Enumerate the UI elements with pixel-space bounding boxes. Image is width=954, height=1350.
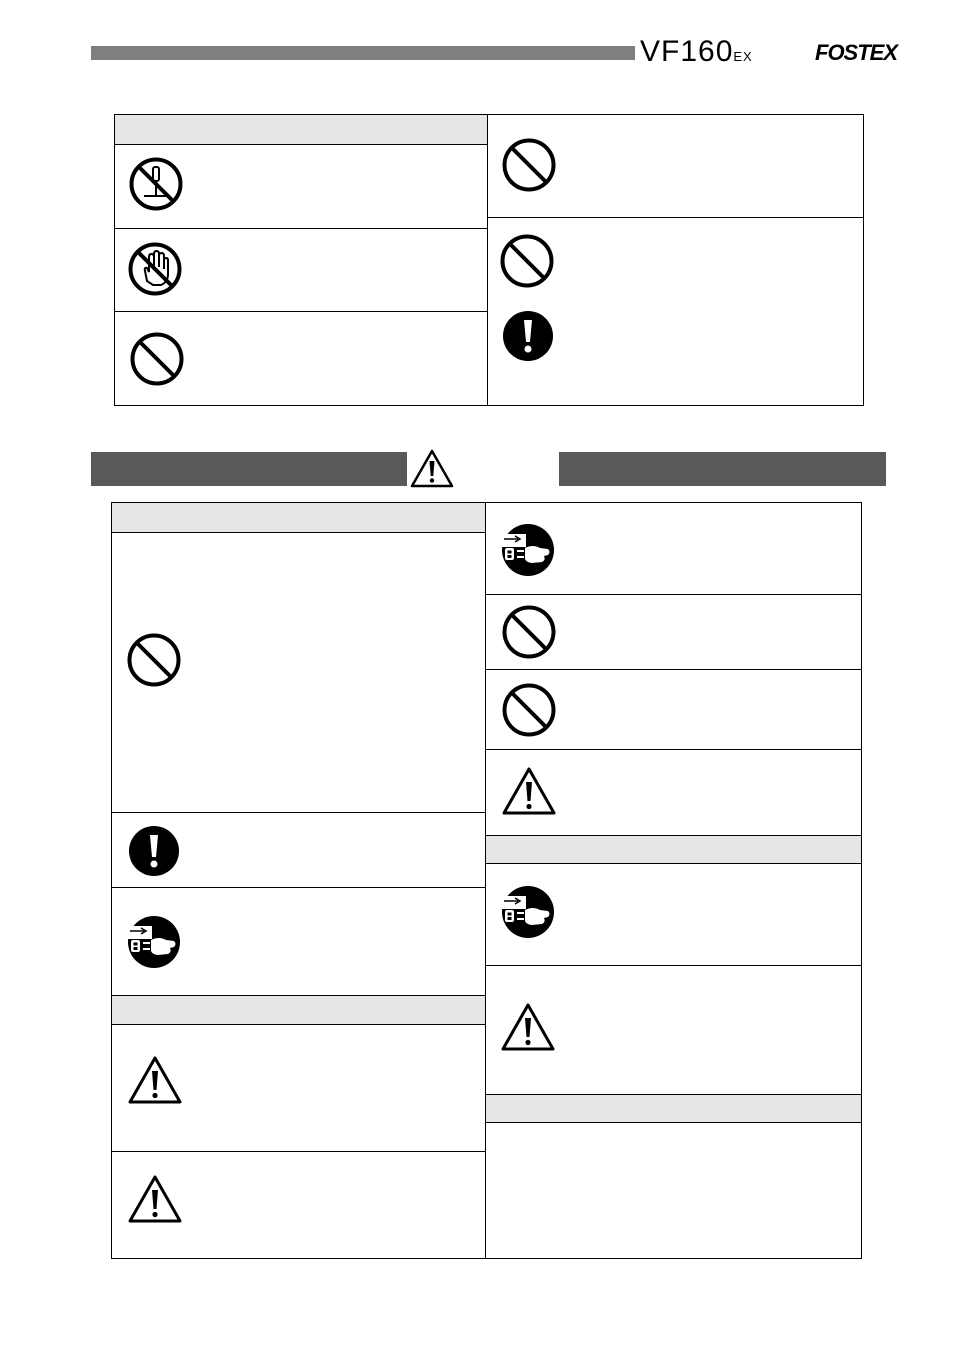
caution-triangle-icon [500, 1001, 556, 1053]
unplug-power-icon [126, 914, 182, 970]
prohibit-circle-icon [501, 604, 557, 660]
row-divider [487, 217, 864, 218]
warning-table-top [114, 114, 864, 406]
prohibit-circle-icon [501, 682, 557, 738]
unplug-power-icon [500, 522, 556, 578]
caution-triangle-icon [127, 1173, 183, 1225]
caution-triangle-icon [409, 447, 455, 489]
prohibit-circle-icon [501, 137, 557, 193]
header-bar [91, 46, 635, 60]
row-divider [111, 887, 486, 888]
table-top-header-row [115, 115, 487, 145]
table-top-divider [487, 114, 488, 406]
no-disassemble-icon [128, 156, 184, 212]
row-divider [111, 1151, 486, 1152]
caution-triangle-icon [127, 1054, 183, 1106]
row-divider [111, 812, 486, 813]
section-band-left [91, 452, 407, 486]
section-band-right [559, 452, 886, 486]
table-divider [485, 502, 486, 1259]
row-divider [485, 669, 862, 670]
exclamation-circle-icon [502, 310, 554, 362]
row-divider [485, 749, 862, 750]
caution-triangle-icon [501, 765, 557, 817]
model-suffix: EX [733, 49, 753, 64]
row-divider [114, 311, 488, 312]
model-logo [640, 36, 753, 73]
brand-logo: FOSTEX [815, 40, 898, 65]
no-touch-icon [127, 241, 183, 297]
table-header-row [486, 836, 861, 864]
caution-table [111, 502, 862, 1259]
row-divider [485, 594, 862, 595]
prohibit-circle-icon [126, 632, 182, 688]
unplug-power-icon [500, 884, 556, 940]
model-name: VF160 [640, 35, 734, 68]
table-header-row [112, 996, 485, 1025]
table-header-row [486, 1095, 861, 1123]
table-header-row [112, 503, 485, 533]
prohibit-circle-icon [129, 331, 185, 387]
prohibit-circle-icon [499, 233, 555, 289]
row-divider [485, 965, 862, 966]
row-divider [114, 228, 488, 229]
exclamation-circle-icon [128, 825, 180, 877]
